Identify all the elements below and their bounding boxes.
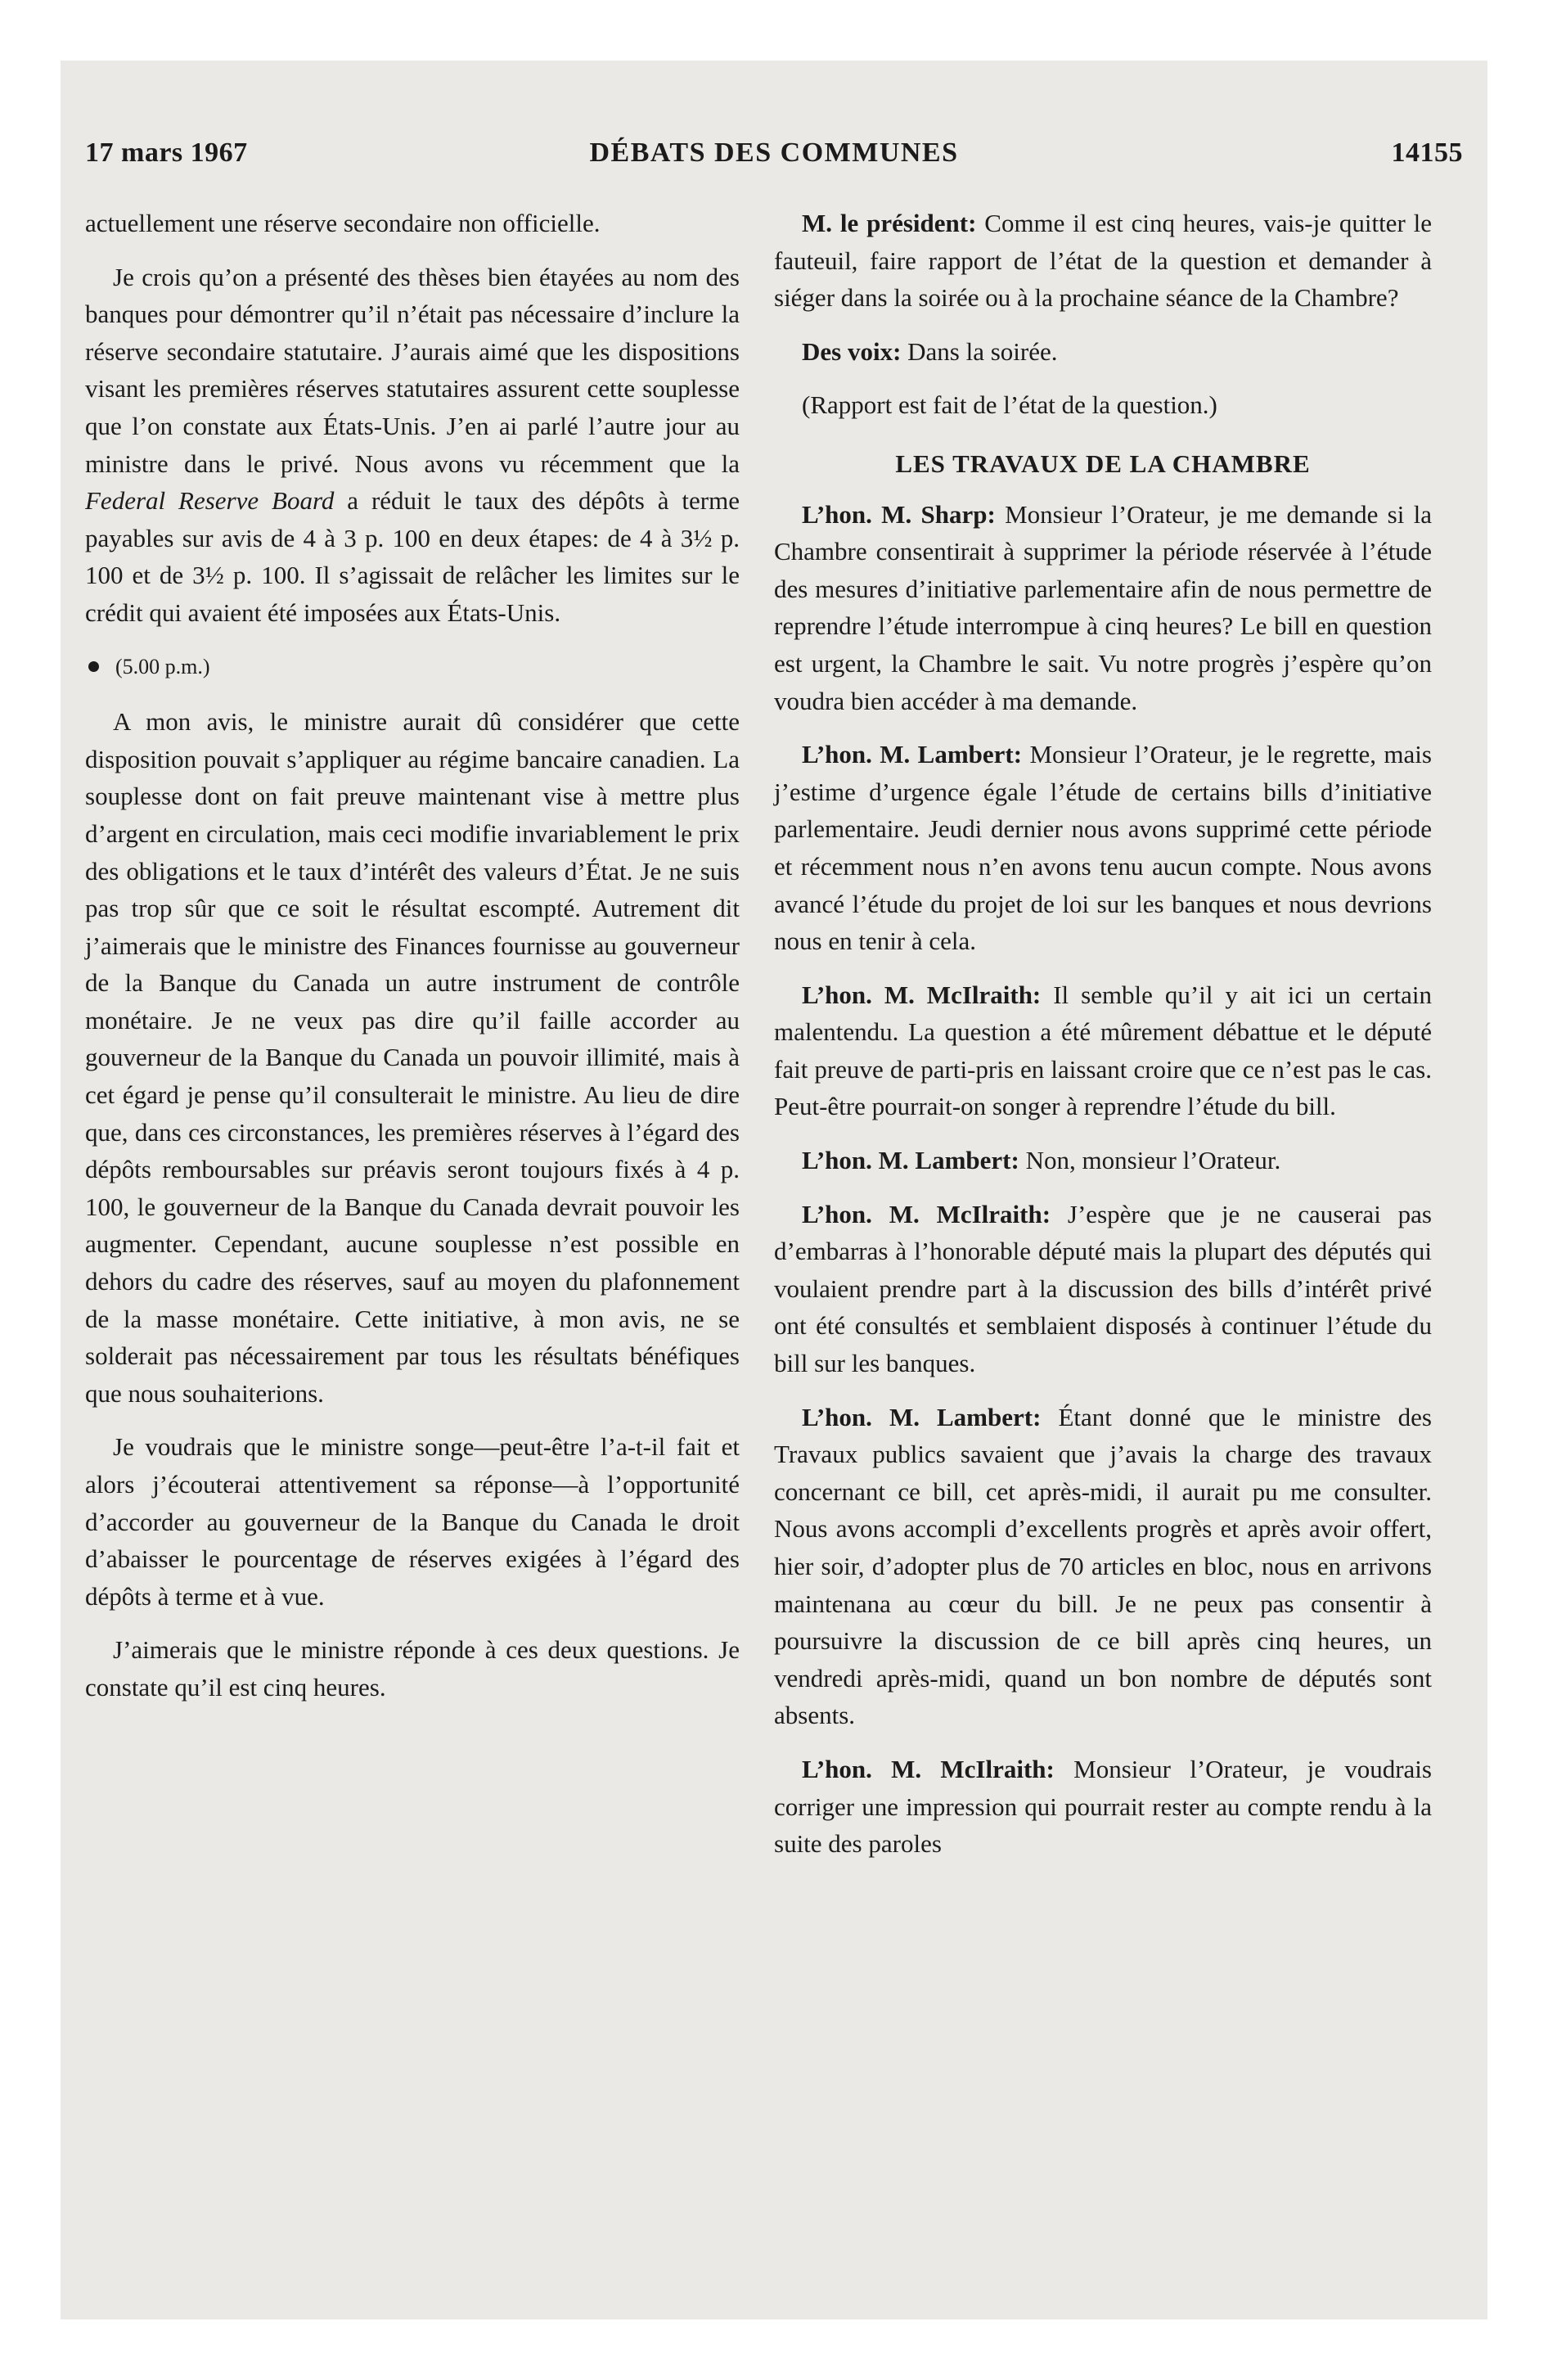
paragraph: Je crois qu’on a présenté des thèses bien étayées au nom des banques pour démontrer qu’il n’était pas nécessaire d’inclure la réserve secondaire statutaire. J’aurais aimé que les dispositions visant les premières réserves statutaires assurent cette souplesse que l’on constate aux États-Unis. J’en ai parlé l’autre jour au ministre dans le privé. Nous avons vu récemment que la Federal Reserve Board a réduit le taux des dépôts à terme payables sur avis de 4 à 3 p. 100 en deux étapes: de 4 à 3½ p. 100 et de 3½ p. 100. Il s’agissait de relâcher les limites sur le crédit qui avaient été imposées aux États-Unis. [85,262,740,627]
italic-term: Federal Reserve Board [85,486,335,516]
speech: L’hon. M. Lambert: Non, monsieur l’Orateur. [802,1146,1281,1175]
speech: L’hon. M. McIlraith: J’espère que je ne causerai pas d’embarras à l’honorable député mais la plupart des députés qui voulaient prendre part à la discussion des bills d’intérêt privé ont été consultés et semblaient disposés à continuer l’étude du bill sur les banques. [774,1199,1432,1378]
right-column [774,205,1432,1879]
bullet-icon [88,661,99,672]
speaker-name: L’hon. M. McIlraith: [802,1754,1055,1783]
speech: L’hon. M. Lambert: Étant donné que le ministre des Travaux publics savaient que j’avais la charge des travaux concernant ce bill, cet après-midi, il aurait pu me consulter. Nous avons accompli d’excellents progrès et après avoir offert, hier soir, d’adopter plus de 70 articles en bloc, nous en arrivons maintenana au cœur du bill. Je ne peux pas consentir à poursuivre la discussion de ce bill après cinq heures, un vendredi après-midi, quand un bon nombre de députés sont absents. [774,1402,1432,1730]
time-marker-text: (5.00 p.m.) [115,654,210,678]
speaker-name: L’hon. M. Lambert: [802,740,1023,769]
speaker-name: L’hon. M. Sharp: [802,499,996,529]
speaker-name: L’hon. M. McIlraith: [802,1199,1051,1228]
paragraph: Je voudrais que le ministre songe—peut-être l’a-t-il fait et alors j’écouterai attentivement sa réponse—à l’opportunité d’accorder au gouverneur de la Banque du Canada le droit d’abaisser le pourcentage de réserves exigées à l’égard des dépôts à terme et à vue. [85,1432,740,1611]
speech: L’hon. M. Sharp: Monsieur l’Orateur, je me demande si la Chambre consentirait à supprimer la période réservée à l’étude des mesures d’initiative parlementaire afin de nous permettre de reprendre l’étude interrompue à cinq heures? Le bill en question est urgent, la Chambre le sait. Vu notre progrès j’espère qu’on voudra bien accéder à ma demande. [774,499,1432,715]
speaker-name: L’hon. M. Lambert: [802,1146,1019,1175]
header-page-number: 14155 [1391,137,1463,168]
paragraph: actuellement une réserve secondaire non officielle. [85,209,601,237]
page-header [85,137,1463,183]
speaker-name: Des voix: [802,336,902,366]
speech: Des voix: Dans la soirée. [802,336,1058,366]
speaker-name: M. le président: [802,209,977,237]
paragraph: J’aimerais que le ministre réponde à ces deux questions. Je constate qu’il est cinq heures. [85,1635,740,1702]
speech: L’hon. M. McIlraith: Il semble qu’il y ait ici un certain malentendu. La question a été mûrement débattue et le député fait preuve de parti-pris en laissant croire que ce n’est pas le cas. Peut-être pourrait-on songer à reprendre l’étude du bill. [774,980,1433,1121]
header-date: 17 mars 1967 [85,137,248,168]
speech: L’hon. M. Lambert: Monsieur l’Orateur, je le regrette, mais j’estime d’urgence égale l’étude de certains bills d’initiative parlementaire. Jeudi dernier nous avons supprimé cette période et récemment nous n’en avons tenu aucun compte. Nous avons avancé l’étude du projet de loi sur les banques et nous devrions nous en tenir à cela. [774,740,1432,956]
speaker-name: L’hon. M. McIlraith: [802,980,1042,1009]
time-marker [85,648,740,686]
speaker-name: L’hon. M. Lambert: [802,1402,1042,1431]
section-title: LES TRAVAUX DE LA CHAMBRE [895,449,1311,478]
speech: L’hon. M. McIlraith: Monsieur l’Orateur, je voudrais corriger une impression qui pourrait rester au compte rendu à la suite des paroles [774,1754,1432,1859]
procedural-note: (Rapport est fait de l’état de la question.) [802,390,1217,420]
speech: M. le président: Comme il est cinq heures, vais-je quitter le fauteuil, faire rapport de l’état de la question et demander à siéger dans la soirée ou à la prochaine séance de la Chambre? [774,209,1432,313]
paragraph: A mon avis, le ministre aurait dû considérer que cette disposition pouvait s’appliquer au régime bancaire canadien. La souplesse dont on fait preuve maintenant vise à mettre plus d’argent en circulation, mais ceci modifie invariablement le prix des obligations et le taux d’intérêt des valeurs d’État. Je ne suis pas trop sûr que ce soit le résultat escompté. Autrement dit j’aimerais que le ministre des Finances fournisse au gouverneur de la Banque du Canada un autre instrument de contrôle monétaire. Je ne veux pas dire qu’il faille accorder au gouverneur de la Banque du Canada un pouvoir illimité, mais à cet égard je pense qu’il consulterait le ministre. Au lieu de dire que, dans ces circonstances, les premières réserves à l’égard des dépôts remboursables sur préavis seront toujours fixés à 4 p. 100, le gouverneur de la Banque du Canada devrait pouvoir les augmenter. Cependant, aucune souplesse n’est possible en dehors du cadre des réserves, sauf au moyen du plafonnement de la masse monétaire. Cette initiative, à mon avis, ne se solderait pas nécessairement par tous les résultats bénéfiques que nous souhaiterions. [85,707,740,1408]
left-column [85,205,740,1723]
header-title: DÉBATS DES COMMUNES [589,137,959,168]
